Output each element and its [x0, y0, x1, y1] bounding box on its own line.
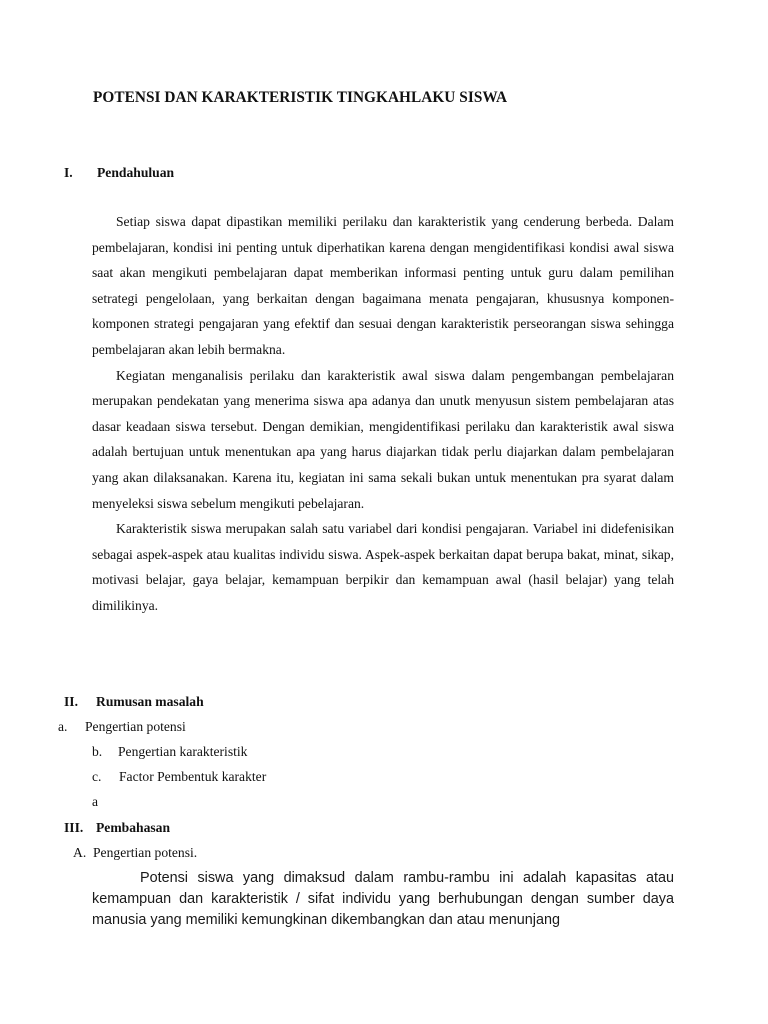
- list-marker: c.: [92, 769, 102, 784]
- list-item: [92, 744, 248, 760]
- list-text: Factor Pembentuk karakter: [119, 769, 267, 784]
- list-item: [92, 769, 267, 785]
- list-item: [58, 719, 186, 735]
- section-number: III.: [64, 820, 84, 835]
- section-number: II.: [64, 694, 78, 709]
- list-marker: b.: [92, 744, 103, 759]
- section-body-pendahuluan: [92, 209, 674, 619]
- section-title: Rumusan masalah: [96, 694, 204, 709]
- list-text: Pengertian potensi: [85, 719, 186, 734]
- subsection-title: Pengertian potensi.: [93, 845, 198, 860]
- subsection-body: [92, 868, 674, 931]
- paragraph: Setiap siswa dapat dipastikan memiliki perilaku dan karakteristik yang cenderung berbeda. Dalam pembelajaran, kondisi ini penting untuk diperhatikan karena dengan mengidentifikasi kondisi awal siswa saat akan mengikuti pembelajaran dapat memberikan informasi penting untuk guru dalam pemilihan setrategi pengelolaan, yang berkaitan dengan bagaimana menata pengajaran, khususnya komponen-komponen strategi pengajaran yang efektif dan sesuai dengan karakteristik perseorangan siswa sehingga pembelajaran akan lebih bermakna.: [92, 214, 674, 357]
- list-text: Pengertian karakteristik: [118, 744, 248, 759]
- list-marker: a.: [58, 719, 68, 734]
- paragraph: Potensi siswa yang dimaksud dalam rambu-rambu ini adalah kapasitas atau kemampuan dan karakteristik / sifat individu yang berhubungan dengan sumber daya manusia yang memiliki kemungkinan dikembangkan dan atau menunjang: [92, 870, 674, 928]
- section-title: Pembahasan: [96, 820, 171, 835]
- list-marker: a: [92, 794, 99, 809]
- list-item: [92, 794, 98, 810]
- subsection-marker: A.: [73, 845, 87, 860]
- section-title: Pendahuluan: [97, 165, 175, 180]
- paragraph: Kegiatan menganalisis perilaku dan karakteristik awal siswa dalam pengembangan pembelajaran merupakan pendekatan yang menerima siswa apa adanya dan unutk menyusun sistem pembelajaran atas dasar keadaan siswa tersebut. Dengan demikian, mengidentifikasi perilaku dan karakteristik awal siswa adalah bertujuan untuk menentukan apa yang harus diajarkan tidak perlu diajarkan dalam pembelajaran yang akan dilaksanakan. Karena itu, kegiatan ini sama sekali bukan untuk menentukan pra syarat dalam menyeleksi siswa sebelum mengikuti pebelajaran.: [92, 367, 674, 511]
- subsection-heading: [73, 845, 198, 861]
- section-number: I.: [64, 165, 73, 180]
- paragraph: Karakteristik siswa merupakan salah satu variabel dari kondisi pengajaran. Variabel ini didefenisikan sebagai aspek-aspek atau kualitas individu siswa. Aspek-aspek berkaitan dapat berupa bakat, minat, sikap, motivasi belajar, gaya belajar, kemampuan berpikir dan kemampuan awal (hasil belajar) yang telah dimilikinya.: [92, 521, 674, 613]
- document-title: POTENSI DAN KARAKTERISTIK TINGKAHLAKU SISWA: [93, 89, 508, 106]
